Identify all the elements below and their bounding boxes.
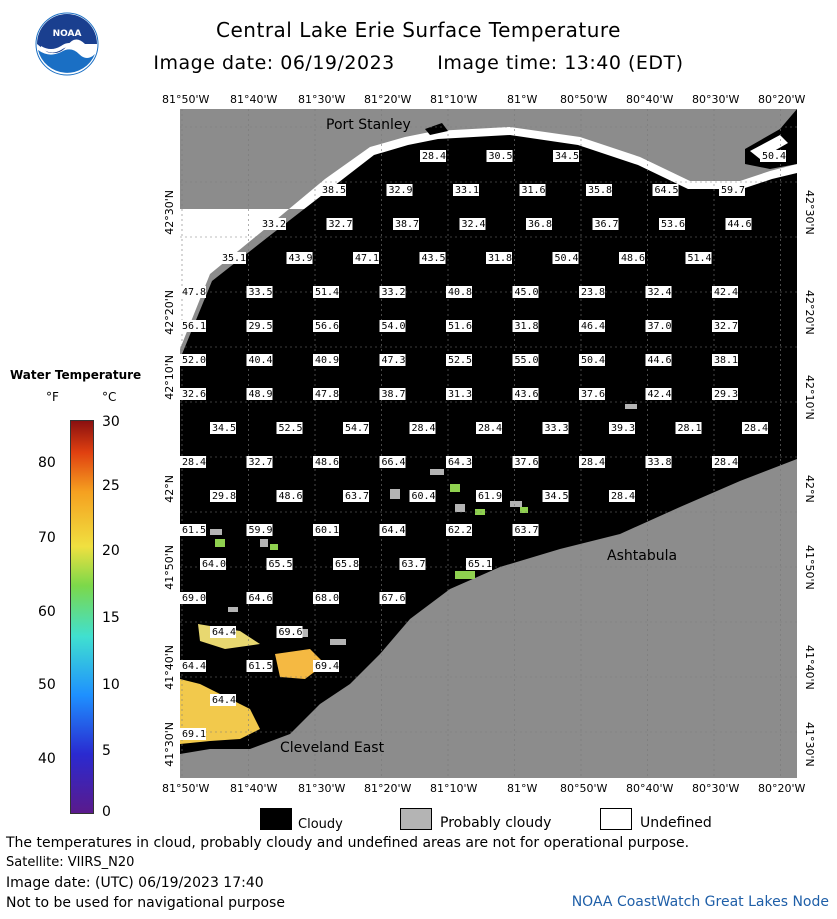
temperature-label	[313, 456, 339, 468]
legend-label-probably-cloudy: Probably cloudy	[440, 815, 552, 831]
svg-text:28.4: 28.4	[422, 151, 447, 162]
lon-tick: 81°10'W	[430, 782, 478, 795]
svg-text:33.2: 33.2	[262, 219, 287, 230]
lon-tick: 81°W	[507, 782, 538, 795]
colorbar-f-tick: 80	[38, 455, 56, 471]
svg-text:64.4: 64.4	[212, 695, 237, 706]
colorbar-unit-c: °C	[102, 390, 117, 404]
svg-text:51.4: 51.4	[687, 253, 712, 264]
temperature-label	[267, 558, 293, 570]
lat-tick: 41°50'N	[163, 545, 176, 590]
temperature-label	[410, 422, 436, 434]
temperature-label	[476, 490, 502, 502]
place-cleveland-east: Cleveland East	[280, 740, 385, 756]
svg-text:38.5: 38.5	[322, 185, 347, 196]
temperature-label	[609, 422, 635, 434]
svg-text:62.2: 62.2	[448, 525, 473, 536]
svg-text:60.4: 60.4	[411, 491, 436, 502]
svg-text:39.3: 39.3	[611, 423, 636, 434]
svg-text:48.6: 48.6	[315, 457, 340, 468]
svg-text:31.3: 31.3	[448, 389, 473, 400]
temperature-label	[526, 218, 552, 230]
lon-tick: 81°40'W	[230, 93, 278, 106]
lat-tick: 42°20'N	[163, 290, 176, 335]
temperature-label	[712, 354, 738, 366]
colorbar-title: Water Temperature	[10, 368, 142, 382]
temperature-label	[460, 218, 486, 230]
temperature-label	[287, 252, 313, 264]
colorbar-f-tick: 40	[38, 751, 56, 767]
temperature-label	[719, 184, 745, 196]
svg-text:59.9: 59.9	[248, 525, 273, 536]
image-time: Image time: 13:40 (EDT)	[437, 52, 684, 74]
temperature-label	[646, 354, 672, 366]
svg-text:52.0: 52.0	[182, 355, 207, 366]
temperature-label	[247, 456, 273, 468]
temperature-label	[446, 286, 472, 298]
temperature-label	[446, 524, 472, 536]
svg-text:28.4: 28.4	[478, 423, 503, 434]
lat-tick: 42°30'N	[163, 190, 176, 235]
temperature-label	[247, 524, 273, 536]
svg-text:37.6: 37.6	[514, 457, 539, 468]
svg-text:32.7: 32.7	[328, 219, 353, 230]
svg-text:48.6: 48.6	[621, 253, 646, 264]
colorbar-c-tick: 20	[102, 543, 120, 559]
svg-text:33.8: 33.8	[647, 457, 672, 468]
svg-text:69.4: 69.4	[315, 661, 340, 672]
footer-nav-warning: Not to be used for navigational purpose	[6, 895, 285, 911]
temperature-label	[200, 558, 226, 570]
temperature-label	[387, 184, 413, 196]
temperature-label	[659, 218, 685, 230]
svg-text:34.5: 34.5	[555, 151, 580, 162]
temperature-label	[466, 558, 492, 570]
svg-text:31.6: 31.6	[521, 185, 546, 196]
svg-text:48.9: 48.9	[248, 389, 273, 400]
svg-text:64.5: 64.5	[654, 185, 679, 196]
temperature-label	[593, 218, 619, 230]
temperature-label	[646, 388, 672, 400]
temperature-label	[579, 456, 605, 468]
lon-tick: 81°20'W	[364, 782, 412, 795]
temperature-label	[343, 422, 369, 434]
colorbar-f-tick: 70	[38, 530, 56, 546]
temperature-label	[712, 320, 738, 332]
svg-text:44.6: 44.6	[647, 355, 672, 366]
svg-text:38.1: 38.1	[714, 355, 739, 366]
temperature-label	[579, 320, 605, 332]
temperature-label	[380, 354, 406, 366]
legend-label-undefined: Undefined	[640, 815, 712, 831]
temperature-label	[210, 626, 236, 638]
temperature-label	[579, 354, 605, 366]
temperature-label	[343, 490, 369, 502]
temperature-label	[247, 592, 273, 604]
temperature-label	[327, 218, 353, 230]
svg-text:34.5: 34.5	[212, 423, 237, 434]
temperature-label	[487, 150, 513, 162]
temperature-label	[380, 592, 406, 604]
svg-text:61.5: 61.5	[248, 661, 273, 672]
lon-tick: 81°20'W	[364, 93, 412, 106]
lon-tick: 81°30'W	[298, 93, 346, 106]
temperature-label	[513, 354, 539, 366]
temperature-label	[210, 490, 236, 502]
svg-text:59.7: 59.7	[721, 185, 746, 196]
svg-text:28.1: 28.1	[677, 423, 702, 434]
temperature-label	[180, 592, 206, 604]
svg-text:37.6: 37.6	[581, 389, 606, 400]
temperature-label	[210, 694, 236, 706]
svg-text:51.6: 51.6	[448, 321, 473, 332]
temperature-label	[513, 524, 539, 536]
svg-text:67.6: 67.6	[381, 593, 406, 604]
svg-text:29.8: 29.8	[212, 491, 237, 502]
svg-text:43.5: 43.5	[421, 253, 446, 264]
svg-text:37.0: 37.0	[647, 321, 672, 332]
temperature-label	[260, 218, 286, 230]
svg-text:38.7: 38.7	[381, 389, 406, 400]
svg-text:47.1: 47.1	[355, 253, 380, 264]
svg-text:28.4: 28.4	[581, 457, 606, 468]
lon-tick: 81°50'W	[162, 93, 210, 106]
temperature-label	[180, 320, 206, 332]
temperature-label	[543, 422, 569, 434]
svg-text:32.7: 32.7	[248, 457, 273, 468]
colorbar-f-tick: 50	[38, 677, 56, 693]
svg-text:56.6: 56.6	[315, 321, 340, 332]
svg-text:54.0: 54.0	[381, 321, 406, 332]
svg-text:32.7: 32.7	[714, 321, 739, 332]
svg-text:50.4: 50.4	[581, 355, 606, 366]
temperature-label	[180, 388, 206, 400]
lon-tick: 80°30'W	[692, 782, 740, 795]
temperature-label	[313, 524, 339, 536]
svg-text:32.4: 32.4	[647, 287, 672, 298]
svg-text:50.4: 50.4	[554, 253, 579, 264]
footer-credit: NOAA CoastWatch Great Lakes Node	[571, 894, 829, 910]
svg-text:32.9: 32.9	[388, 185, 413, 196]
svg-text:45.0: 45.0	[514, 287, 539, 298]
temperature-label	[646, 320, 672, 332]
svg-text:33.3: 33.3	[544, 423, 569, 434]
svg-text:23.8: 23.8	[581, 287, 606, 298]
svg-text:34.5: 34.5	[544, 491, 569, 502]
svg-text:65.8: 65.8	[335, 559, 360, 570]
temperature-label	[543, 490, 569, 502]
svg-text:64.6: 64.6	[248, 593, 273, 604]
temperature-label	[712, 286, 738, 298]
legend-swatch-probably-cloudy	[400, 808, 432, 830]
temperature-label	[247, 286, 273, 298]
svg-text:36.7: 36.7	[594, 219, 619, 230]
svg-text:69.0: 69.0	[182, 593, 207, 604]
temperature-label	[646, 286, 672, 298]
svg-text:47.8: 47.8	[315, 389, 340, 400]
svg-text:31.8: 31.8	[488, 253, 513, 264]
svg-text:64.0: 64.0	[202, 559, 227, 570]
svg-text:28.4: 28.4	[182, 457, 207, 468]
svg-text:61.9: 61.9	[478, 491, 503, 502]
svg-text:65.1: 65.1	[468, 559, 493, 570]
svg-text:61.5: 61.5	[182, 525, 207, 536]
legend-swatch-undefined	[600, 808, 632, 830]
lat-tick: 42°20'N	[803, 290, 816, 335]
svg-text:55.0: 55.0	[514, 355, 539, 366]
lat-tick: 42°N	[163, 475, 176, 503]
temperature-label	[220, 252, 246, 264]
svg-text:30.5: 30.5	[488, 151, 513, 162]
temperature-label	[742, 422, 768, 434]
lon-tick: 80°20'W	[758, 782, 806, 795]
temperature-label	[247, 660, 273, 672]
svg-text:66.4: 66.4	[381, 457, 406, 468]
temperature-label	[180, 660, 206, 672]
temperature-label	[726, 218, 752, 230]
temperature-label	[180, 728, 206, 740]
temperature-label	[400, 558, 426, 570]
footer-note: The temperatures in cloud, probably cloudy and undefined areas are not for operational purpose.	[6, 835, 690, 851]
temperature-label	[380, 456, 406, 468]
svg-text:40.4: 40.4	[248, 355, 273, 366]
svg-text:28.4: 28.4	[714, 457, 739, 468]
svg-text:64.3: 64.3	[448, 457, 473, 468]
svg-text:64.4: 64.4	[182, 661, 207, 672]
temperature-label	[247, 354, 273, 366]
temperature-label	[579, 388, 605, 400]
svg-text:35.8: 35.8	[588, 185, 613, 196]
svg-text:33.2: 33.2	[381, 287, 406, 298]
temperature-label	[333, 558, 359, 570]
temperature-label	[247, 388, 273, 400]
colorbar-f-tick: 60	[38, 604, 56, 620]
temperature-label	[712, 388, 738, 400]
svg-text:29.3: 29.3	[714, 389, 739, 400]
colorbar-unit-f: °F	[46, 390, 59, 404]
temperature-label	[180, 286, 206, 298]
temperature-label	[453, 184, 479, 196]
svg-text:44.6: 44.6	[727, 219, 752, 230]
temperature-label	[313, 354, 339, 366]
image-subtitle	[0, 52, 837, 74]
svg-text:69.1: 69.1	[182, 729, 207, 740]
temperature-label	[393, 218, 419, 230]
lon-tick: 81°40'W	[230, 782, 278, 795]
svg-text:68.0: 68.0	[315, 593, 340, 604]
svg-text:32.6: 32.6	[182, 389, 207, 400]
legend-label-cloudy: Cloudy	[298, 817, 343, 832]
svg-text:63.7: 63.7	[345, 491, 370, 502]
svg-text:47.8: 47.8	[182, 287, 207, 298]
svg-text:52.5: 52.5	[278, 423, 303, 434]
colorbar	[70, 420, 94, 814]
svg-text:33.1: 33.1	[455, 185, 480, 196]
svg-text:28.4: 28.4	[411, 423, 436, 434]
svg-text:46.4: 46.4	[581, 321, 606, 332]
temperature-label	[513, 286, 539, 298]
lon-tick: 80°50'W	[560, 782, 608, 795]
legend-swatch-cloudy	[260, 808, 292, 830]
svg-text:50.4: 50.4	[762, 151, 787, 162]
lon-tick: 81°10'W	[430, 93, 478, 106]
temperature-label	[619, 252, 645, 264]
colorbar-c-tick: 25	[102, 478, 120, 494]
temperature-label	[676, 422, 702, 434]
temperature-label	[247, 320, 273, 332]
temperature-label	[380, 320, 406, 332]
temperature-label	[513, 456, 539, 468]
temperature-label	[760, 150, 786, 162]
temperature-label	[277, 490, 303, 502]
temperature-label	[313, 660, 339, 672]
svg-text:33.5: 33.5	[248, 287, 273, 298]
temperature-label	[353, 252, 379, 264]
lake-map	[180, 109, 797, 778]
svg-text:36.8: 36.8	[528, 219, 553, 230]
temperature-label	[380, 388, 406, 400]
svg-text:63.7: 63.7	[401, 559, 426, 570]
lat-tick: 41°40'N	[163, 645, 176, 690]
lon-tick: 80°40'W	[626, 93, 674, 106]
temperature-label	[180, 456, 206, 468]
svg-text:69.6: 69.6	[278, 627, 303, 638]
lon-tick: 80°30'W	[692, 93, 740, 106]
svg-text:53.6: 53.6	[661, 219, 686, 230]
temperature-label	[646, 456, 672, 468]
svg-text:NOAA: NOAA	[52, 29, 82, 39]
temperature-label	[420, 150, 446, 162]
svg-text:35.1: 35.1	[222, 253, 247, 264]
temperature-label	[313, 286, 339, 298]
svg-text:32.4: 32.4	[461, 219, 486, 230]
svg-text:64.4: 64.4	[212, 627, 237, 638]
colorbar-c-tick: 30	[102, 414, 120, 430]
lon-tick: 80°50'W	[560, 93, 608, 106]
lat-tick: 42°10'N	[163, 355, 176, 400]
temperature-label	[486, 252, 512, 264]
temperature-label	[579, 286, 605, 298]
temperature-label	[686, 252, 712, 264]
svg-text:52.5: 52.5	[448, 355, 473, 366]
svg-text:51.4: 51.4	[315, 287, 340, 298]
svg-text:63.7: 63.7	[514, 525, 539, 536]
svg-text:28.4: 28.4	[744, 423, 769, 434]
temperature-label	[586, 184, 612, 196]
temperature-label	[277, 422, 303, 434]
svg-text:64.4: 64.4	[381, 525, 406, 536]
temperature-label	[313, 320, 339, 332]
lat-tick: 41°50'N	[803, 545, 816, 590]
colorbar-c-tick: 10	[102, 677, 120, 693]
temperature-label	[553, 252, 579, 264]
temperature-label	[520, 184, 546, 196]
lon-tick: 81°50'W	[162, 782, 210, 795]
page-title: Central Lake Erie Surface Temperature	[216, 18, 621, 42]
temperature-label	[313, 388, 339, 400]
lat-tick: 41°40'N	[803, 645, 816, 690]
temperature-label	[320, 184, 346, 196]
svg-text:29.5: 29.5	[248, 321, 273, 332]
svg-text:42.4: 42.4	[714, 287, 739, 298]
colorbar-c-tick: 5	[102, 743, 111, 759]
svg-text:48.6: 48.6	[278, 491, 303, 502]
colorbar-c-tick: 15	[102, 610, 120, 626]
svg-text:43.9: 43.9	[288, 253, 313, 264]
svg-text:42.4: 42.4	[647, 389, 672, 400]
temperature-label	[476, 422, 502, 434]
svg-text:54.7: 54.7	[345, 423, 370, 434]
lat-tick: 42°30'N	[803, 190, 816, 235]
svg-text:40.8: 40.8	[448, 287, 473, 298]
temperature-label	[277, 626, 303, 638]
temperature-label	[410, 490, 436, 502]
temperature-label	[609, 490, 635, 502]
temperature-label	[180, 354, 206, 366]
lon-tick: 80°40'W	[626, 782, 674, 795]
temperature-label	[420, 252, 446, 264]
temperature-label	[313, 592, 339, 604]
image-date: Image date: 06/19/2023	[153, 52, 395, 74]
temperature-label	[513, 320, 539, 332]
temperature-label	[446, 456, 472, 468]
temperature-label	[210, 422, 236, 434]
place-ashtabula: Ashtabula	[607, 548, 678, 564]
svg-text:60.1: 60.1	[315, 525, 340, 536]
temperature-label	[380, 524, 406, 536]
lon-tick: 80°20'W	[758, 93, 806, 106]
footer-utc-date: Image date: (UTC) 06/19/2023 17:40	[6, 875, 264, 891]
temperature-label	[380, 286, 406, 298]
colorbar-c-tick: 0	[102, 804, 111, 820]
lat-tick: 42°N	[803, 475, 816, 503]
lon-tick: 81°W	[507, 93, 538, 106]
lat-tick: 41°30'N	[163, 722, 176, 767]
svg-text:47.3: 47.3	[381, 355, 406, 366]
svg-text:31.8: 31.8	[514, 321, 539, 332]
footer-satellite: Satellite: VIIRS_N20	[6, 855, 135, 870]
svg-text:28.4: 28.4	[611, 491, 636, 502]
svg-text:65.5: 65.5	[268, 559, 293, 570]
lat-tick: 41°30'N	[803, 722, 816, 767]
lat-tick: 42°10'N	[803, 375, 816, 420]
temperature-label	[653, 184, 679, 196]
place-port-stanley: Port Stanley	[326, 117, 411, 133]
temperature-label	[446, 320, 472, 332]
svg-text:38.7: 38.7	[395, 219, 420, 230]
temperature-label	[180, 524, 206, 536]
lon-tick: 81°30'W	[298, 782, 346, 795]
temperature-label	[446, 354, 472, 366]
temperature-label	[553, 150, 579, 162]
temperature-label	[513, 388, 539, 400]
temperature-label	[712, 456, 738, 468]
svg-text:56.1: 56.1	[182, 321, 207, 332]
svg-text:43.6: 43.6	[514, 389, 539, 400]
svg-text:40.9: 40.9	[315, 355, 340, 366]
temperature-label	[446, 388, 472, 400]
